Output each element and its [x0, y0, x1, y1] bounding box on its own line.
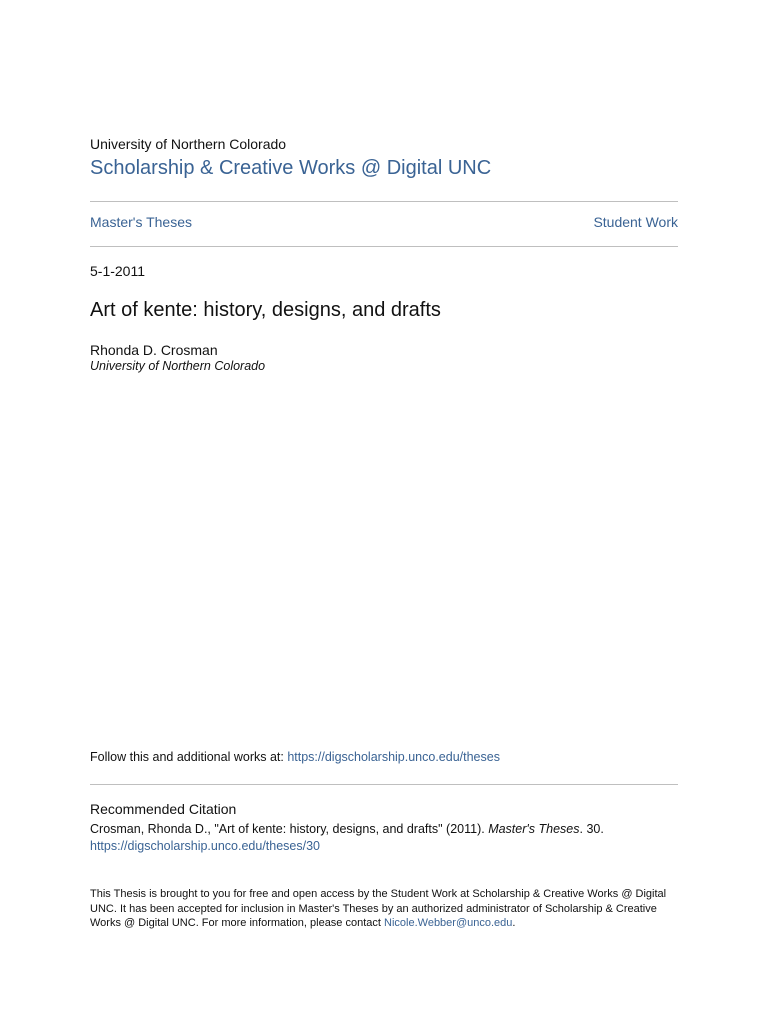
divider-nav [90, 246, 678, 247]
publication-date: 5-1-2011 [90, 263, 146, 279]
recommended-citation-heading: Recommended Citation [90, 801, 237, 817]
follow-text: Follow this and additional works at: [90, 750, 288, 764]
masters-theses-link[interactable]: Master's Theses [90, 214, 193, 230]
citation-prefix: Crosman, Rhonda D., "Art of kente: history, designs, and drafts" (2011). [90, 822, 489, 836]
citation-url-link[interactable]: https://digscholarship.unco.edu/theses/30 [90, 839, 321, 853]
divider-top [90, 201, 678, 202]
author-name: Rhonda D. Crosman [90, 342, 218, 358]
author-affiliation: University of Northern Colorado [90, 359, 266, 373]
cover-page [90, 0, 678, 1024]
citation-suffix: . 30. [579, 822, 604, 836]
access-statement [90, 887, 678, 931]
contact-email-link[interactable]: Nicole.Webber@unco.edu [384, 917, 513, 929]
institution-name: University of Northern Colorado [90, 136, 287, 152]
follow-line [90, 750, 500, 764]
follow-url-link[interactable]: https://digscholarship.unco.edu/theses [287, 750, 500, 764]
student-work-link[interactable]: Student Work [593, 214, 678, 230]
citation-series: Master's Theses [488, 822, 580, 836]
access-statement-end: . [512, 917, 516, 929]
collection-nav [90, 214, 678, 230]
citation-text [90, 821, 678, 855]
divider-citation [90, 784, 678, 785]
access-statement-text: This Thesis is brought to you for free and open access by the Student Work at Scholarship & Creative Works @ Digital UNC. It has been accepted for inclusion in Master's Theses by an authorized administrator of Scholarship & Creative Works @ Digital UNC. For more information, please contact [90, 888, 667, 929]
document-title: Art of kente: history, designs, and drafts [90, 299, 441, 321]
repository-title-link[interactable]: Scholarship & Creative Works @ Digital UNC [90, 157, 492, 179]
